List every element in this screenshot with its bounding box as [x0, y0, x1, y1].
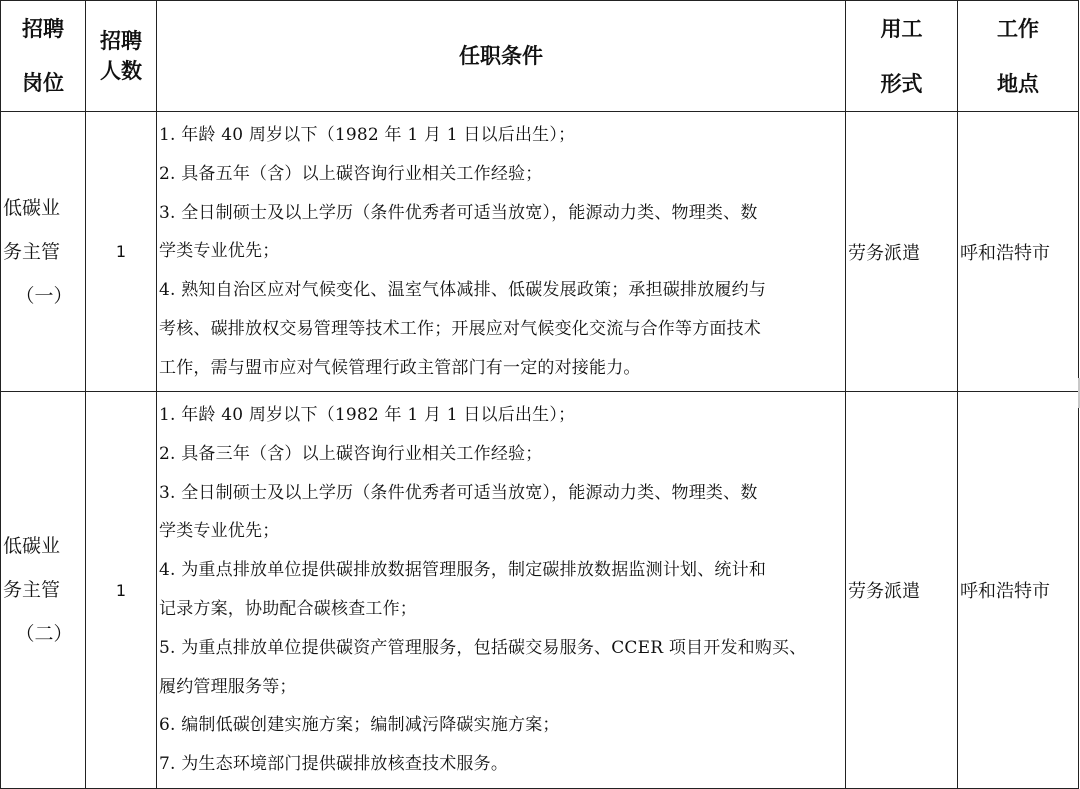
requirement-line: 记录方案，协助配合碳核查工作； [159, 598, 417, 619]
requirements-cell [157, 392, 846, 789]
header-position [1, 1, 86, 112]
requirement-line: 2. 具备五年（含）以上碳咨询行业相关工作经验； [159, 163, 543, 184]
requirement-line: 学类专业优先； [159, 241, 280, 262]
position-line: 务主管 [3, 240, 61, 263]
header-type-line-1: 用工 [880, 16, 923, 41]
header-location [958, 1, 1079, 112]
requirement-line: 4. 熟知自治区应对气候变化、温室气体减排、低碳发展政策；承担碳排放履约与 [159, 280, 767, 301]
requirement-line: 4. 为重点排放单位提供碳排放数据管理服务，制定碳排放数据监测计划、统计和 [159, 560, 767, 581]
requirement-line: 考核、碳排放权交易管理等技术工作；开展应对气候变化交流与合作等方面技术 [159, 318, 761, 339]
requirement-line: 2. 具备三年（含）以上碳咨询行业相关工作经验； [159, 443, 543, 464]
position-cell [1, 392, 86, 789]
header-location-line-2: 地点 [997, 71, 1039, 96]
header-count-line-2: 人数 [100, 58, 142, 83]
requirement-line: 7. 为生态环境部门提供碳排放核查技术服务。 [159, 754, 509, 775]
header-position-line-2: 岗位 [22, 70, 64, 95]
header-employment-type [846, 1, 958, 112]
requirement-line: 工作，需与盟市应对气候管理行政主管部门有一定的对接能力。 [159, 357, 641, 378]
count-cell: 1 [86, 392, 157, 789]
requirement-line: 学类专业优先； [159, 521, 280, 542]
requirement-line: 3. 全日制硕士及以上学历（条件优秀者可适当放宽），能源动力类、物理类、数 [159, 482, 758, 503]
position-cell [1, 112, 86, 392]
header-count [86, 1, 157, 112]
requirement-line: 3. 全日制硕士及以上学历（条件优秀者可适当放宽），能源动力类、物理类、数 [159, 202, 758, 223]
position-line: （二） [15, 623, 73, 645]
requirement-line: 履约管理服务等； [159, 676, 297, 697]
employment-type-cell: 劳务派遣 [846, 112, 958, 392]
location-cell: 呼和浩特市 [958, 112, 1079, 392]
position-line: （一） [15, 284, 73, 307]
count-cell: 1 [86, 112, 157, 392]
header-location-line-1: 工作 [997, 16, 1039, 41]
table-row [1, 392, 1079, 789]
header-position-line-1: 招聘 [22, 16, 64, 41]
requirement-line: 1. 年龄 40 周岁以下（1982 年 1 月 1 日以后出生）； [159, 405, 576, 425]
header-type-line-2: 形式 [880, 71, 923, 96]
header-count-line-1: 招聘 [100, 28, 142, 53]
position-line: 低碳业 [3, 535, 61, 557]
position-line: 务主管 [3, 579, 61, 601]
location-cell: 呼和浩特市 [958, 392, 1079, 789]
position-line: 低碳业 [3, 196, 61, 219]
requirements-cell [157, 112, 846, 392]
header-requirements: 任职条件 [157, 1, 846, 112]
requirement-line: 6. 编制低碳创建实施方案；编制减污降碳实施方案； [159, 715, 560, 736]
table-row [1, 112, 1079, 392]
requirement-line: 5. 为重点排放单位提供碳资产管理服务，包括碳交易服务、CCER 项目开发和购买、 [159, 637, 807, 658]
requirement-line: 1. 年龄 40 周岁以下（1982 年 1 月 1 日以后出生）； [159, 125, 576, 145]
table-header-row [1, 1, 1079, 112]
employment-type-cell: 劳务派遣 [846, 392, 958, 789]
